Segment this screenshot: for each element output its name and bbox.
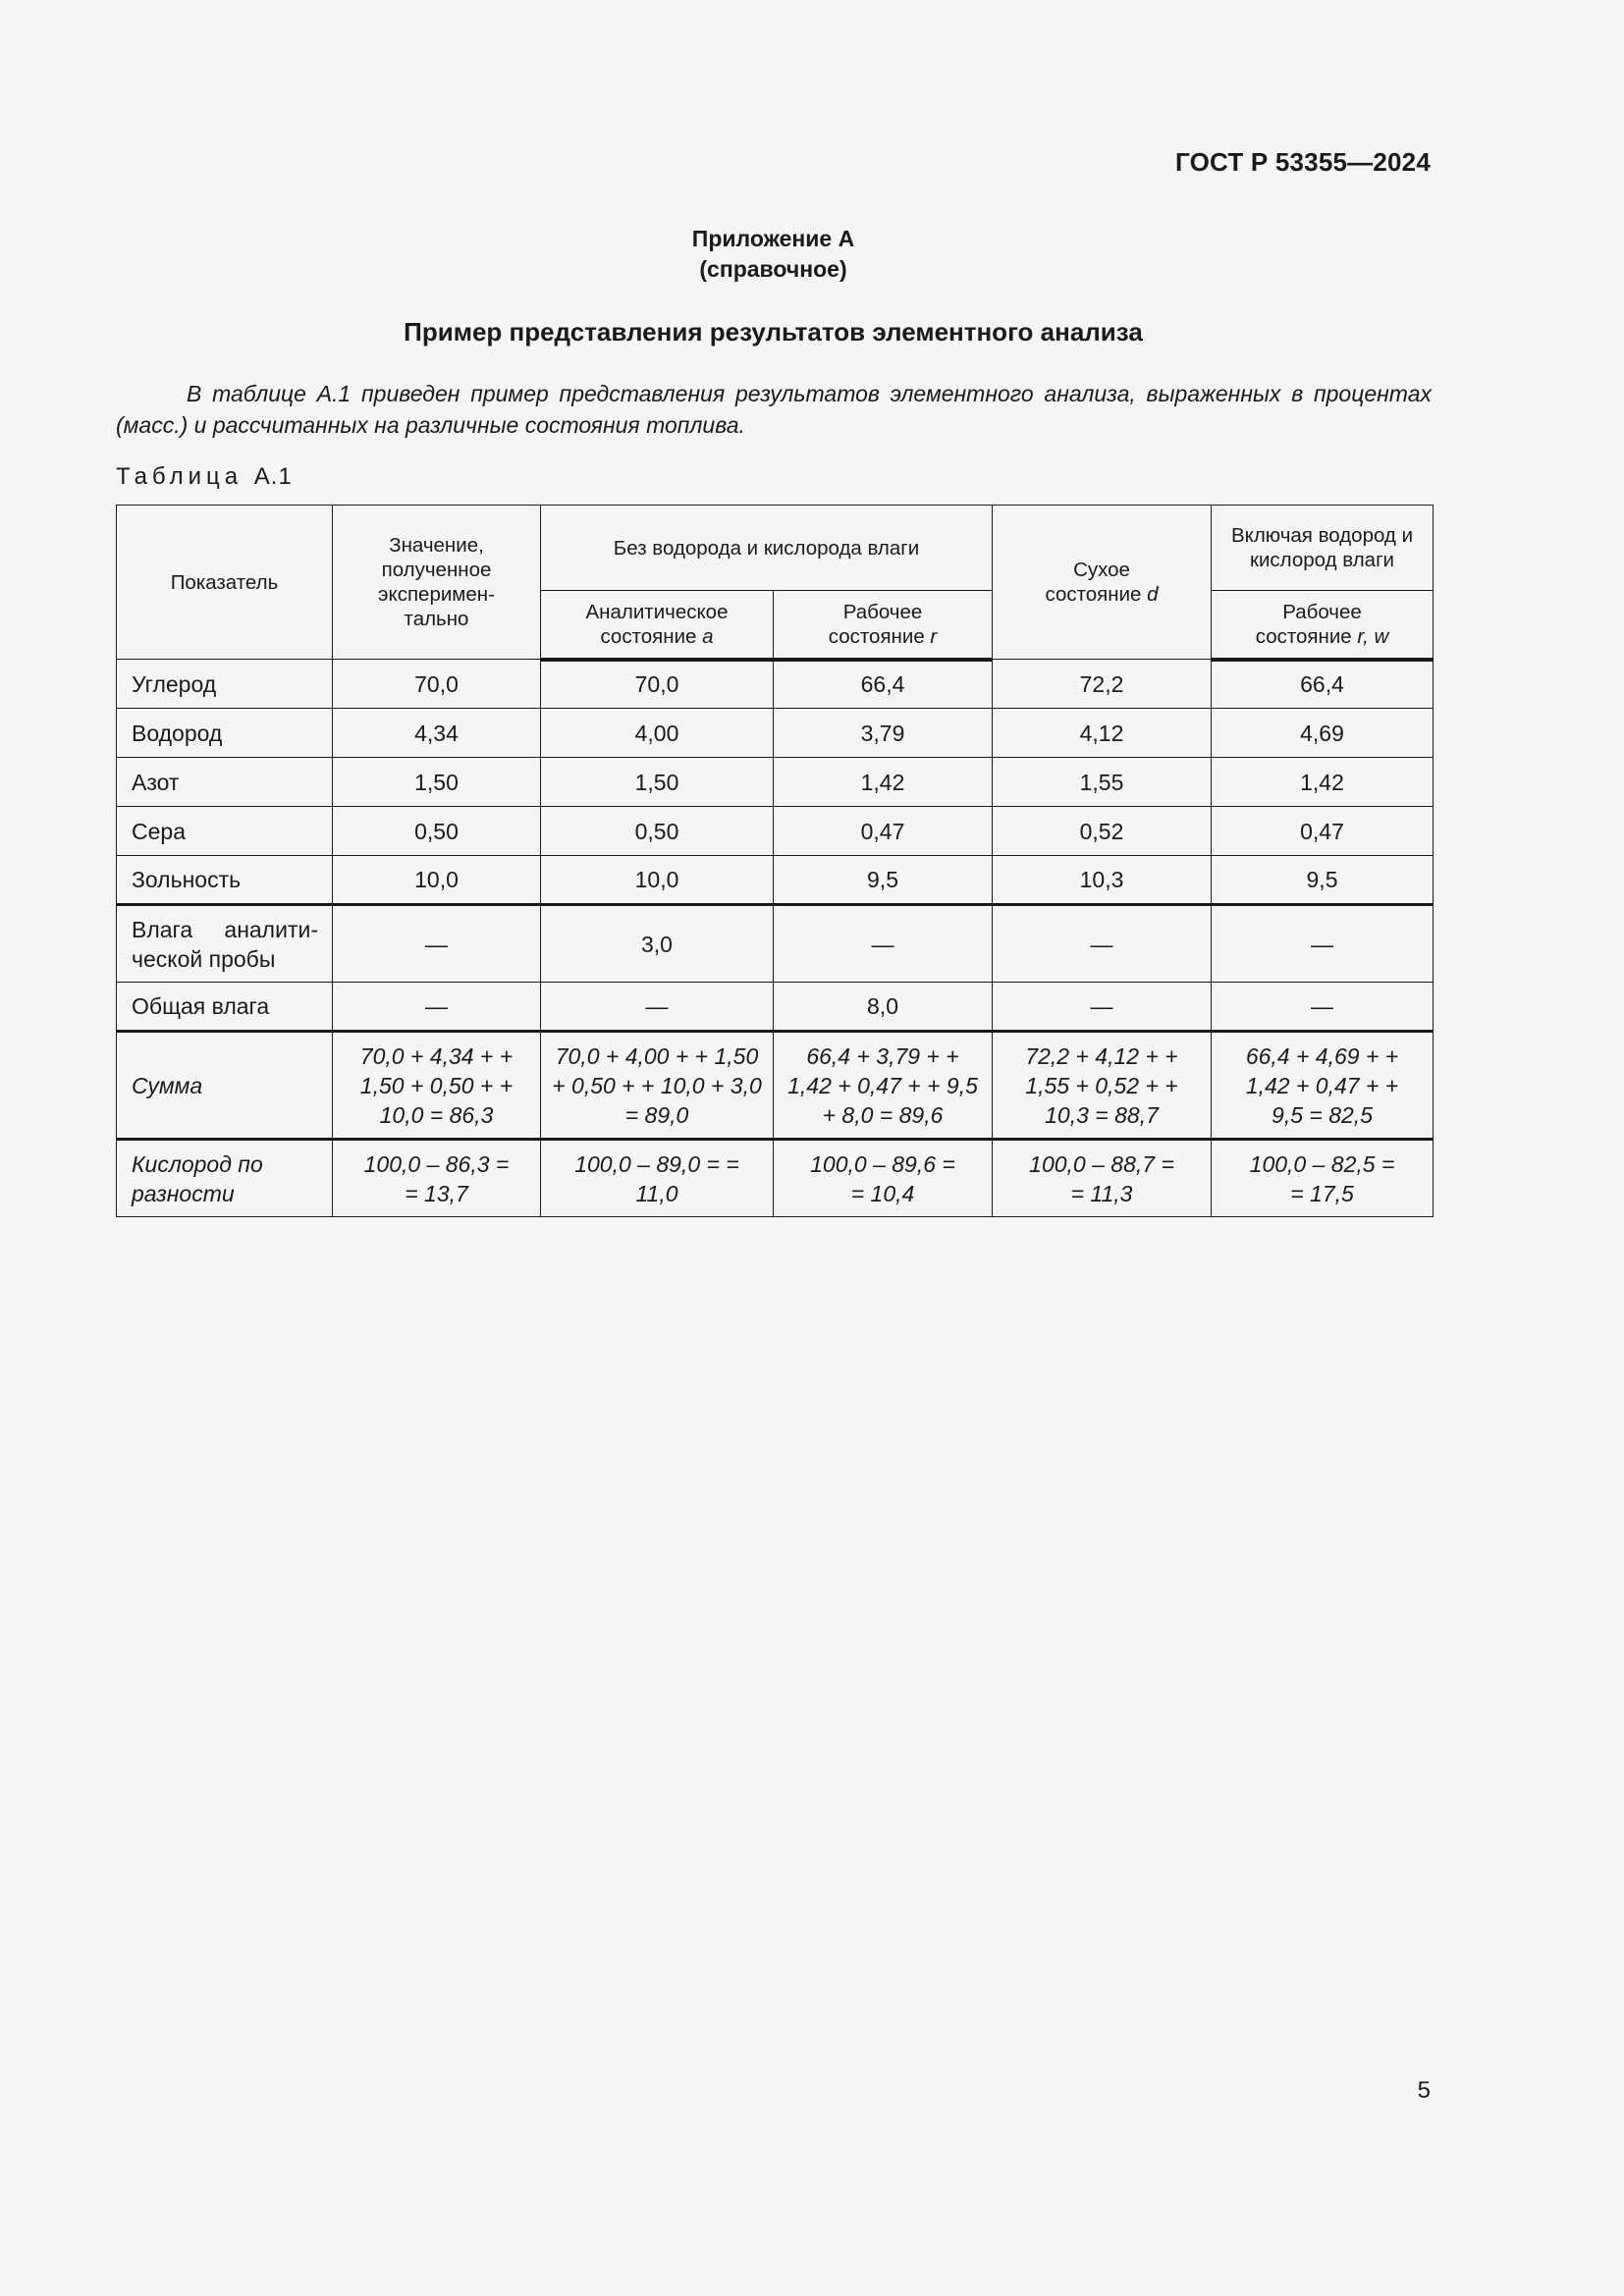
row-label: Сера	[117, 807, 333, 856]
table-cell: 1,42	[1212, 758, 1434, 807]
row-label: Общая влага	[117, 983, 333, 1032]
header-working-state-w-symbol: r, w	[1357, 624, 1389, 648]
header-analytical-state-symbol: a	[702, 624, 714, 648]
table-caption-word: Таблица	[116, 463, 244, 490]
document-code: ГОСТ Р 53355—2024	[1175, 147, 1431, 177]
oxygen-cell: 100,0 – 82,5 = = 17,5	[1212, 1140, 1434, 1217]
table-cell: —	[993, 983, 1212, 1032]
table-cell: 4,69	[1212, 709, 1434, 758]
oxygen-cell: 100,0 – 88,7 = = 11,3	[993, 1140, 1212, 1217]
table-cell: 0,52	[993, 807, 1212, 856]
header-analytical-state-text: Аналитическое состояние	[585, 600, 729, 648]
table-cell: —	[1212, 983, 1434, 1032]
table-cell: 0,50	[541, 807, 774, 856]
table-cell: 1,55	[993, 758, 1212, 807]
table-row	[117, 807, 1434, 856]
table-cell: 1,42	[774, 758, 993, 807]
header-dry-state-text: Сухое состояние	[1045, 559, 1142, 606]
table-cell: 1,50	[333, 758, 541, 807]
sum-row	[117, 1032, 1434, 1140]
sum-cell: 66,4 + 3,79 + + 1,42 + 0,47 + + 9,5 + 8,0 = 89,6	[774, 1032, 993, 1140]
header-group-including: Включая водород и кислород влаги	[1212, 506, 1434, 591]
table-cell: 70,0	[333, 660, 541, 709]
table-cell: 10,0	[333, 856, 541, 905]
table-row	[117, 856, 1434, 905]
header-experimental: Значение, полученное эксперимен-тально	[333, 506, 541, 660]
table-caption-number: А.1	[253, 463, 293, 490]
table-cell: —	[541, 983, 774, 1032]
table-cell: —	[333, 905, 541, 983]
table-cell: 0,50	[333, 807, 541, 856]
annex-heading	[0, 224, 1546, 285]
sum-cell: 70,0 + 4,34 + + 1,50 + 0,50 + + 10,0 = 86,3	[333, 1032, 541, 1140]
header-working-state-symbol: r	[930, 624, 938, 648]
row-label: Углерод	[117, 660, 333, 709]
row-label: Влага аналити-ческой пробы	[117, 905, 333, 983]
results-table	[116, 505, 1434, 1217]
row-label: Зольность	[117, 856, 333, 905]
header-working-state-text: Рабочее состояние	[828, 600, 925, 648]
table-cell: 4,12	[993, 709, 1212, 758]
header-group-no-hydrogen-oxygen: Без водорода и кислорода влаги	[541, 506, 993, 591]
table-row	[117, 983, 1434, 1032]
table-row	[117, 758, 1434, 807]
table-cell: 10,3	[993, 856, 1212, 905]
header-working-state-w	[1212, 591, 1434, 660]
table-cell: 10,0	[541, 856, 774, 905]
header-working-state-w-text: Рабочее состояние	[1255, 600, 1362, 648]
table-cell: —	[993, 905, 1212, 983]
header-working-state	[774, 591, 993, 660]
annex-status: (справочное)	[699, 256, 847, 282]
sum-cell: 66,4 + 4,69 + + 1,42 + 0,47 + + 9,5 = 82,5	[1212, 1032, 1434, 1140]
header-analytical-state	[541, 591, 774, 660]
header-indicator: Показатель	[117, 506, 333, 660]
row-label: Водород	[117, 709, 333, 758]
table-cell: 66,4	[1212, 660, 1434, 709]
table-cell: 9,5	[774, 856, 993, 905]
row-label: Азот	[117, 758, 333, 807]
oxygen-cell: 100,0 – 89,6 = = 10,4	[774, 1140, 993, 1217]
oxygen-cell: 100,0 – 86,3 = = 13,7	[333, 1140, 541, 1217]
header-dry-state-symbol: d	[1147, 583, 1159, 606]
table-row	[117, 905, 1434, 983]
header-dry-state	[993, 506, 1212, 660]
table-cell: 72,2	[993, 660, 1212, 709]
section-title: Пример представления результатов элементного анализа	[404, 317, 1143, 347]
table-row	[117, 709, 1434, 758]
oxygen-row	[117, 1140, 1434, 1217]
table-row	[117, 660, 1434, 709]
table-cell: 4,34	[333, 709, 541, 758]
table-cell: —	[1212, 905, 1434, 983]
table-cell: 4,00	[541, 709, 774, 758]
sum-row-label: Сумма	[117, 1032, 333, 1140]
table-cell: 70,0	[541, 660, 774, 709]
page-number: 5	[1417, 2077, 1431, 2104]
oxygen-cell: 100,0 – 89,0 = = 11,0	[541, 1140, 774, 1217]
sum-cell: 70,0 + 4,00 + + 1,50 + 0,50 + + 10,0 + 3,0 = 89,0	[541, 1032, 774, 1140]
annex-title: Приложение А	[691, 226, 855, 251]
table-cell: —	[774, 905, 993, 983]
intro-paragraph: В таблице А.1 приведен пример представления результатов элементного анализа, выраженных в процентах (масс.) и рассчитанных на различные состояния топлива.	[116, 381, 1432, 438]
table-cell: —	[333, 983, 541, 1032]
table-cell: 3,0	[541, 905, 774, 983]
table-caption	[116, 463, 293, 491]
table-cell: 1,50	[541, 758, 774, 807]
table-cell: 0,47	[774, 807, 993, 856]
table-cell: 8,0	[774, 983, 993, 1032]
oxygen-row-label: Кислород по разности	[117, 1140, 333, 1217]
table-cell: 9,5	[1212, 856, 1434, 905]
table-cell: 66,4	[774, 660, 993, 709]
table-cell: 0,47	[1212, 807, 1434, 856]
sum-cell: 72,2 + 4,12 + + 1,55 + 0,52 + + 10,3 = 88,7	[993, 1032, 1212, 1140]
table-cell: 3,79	[774, 709, 993, 758]
